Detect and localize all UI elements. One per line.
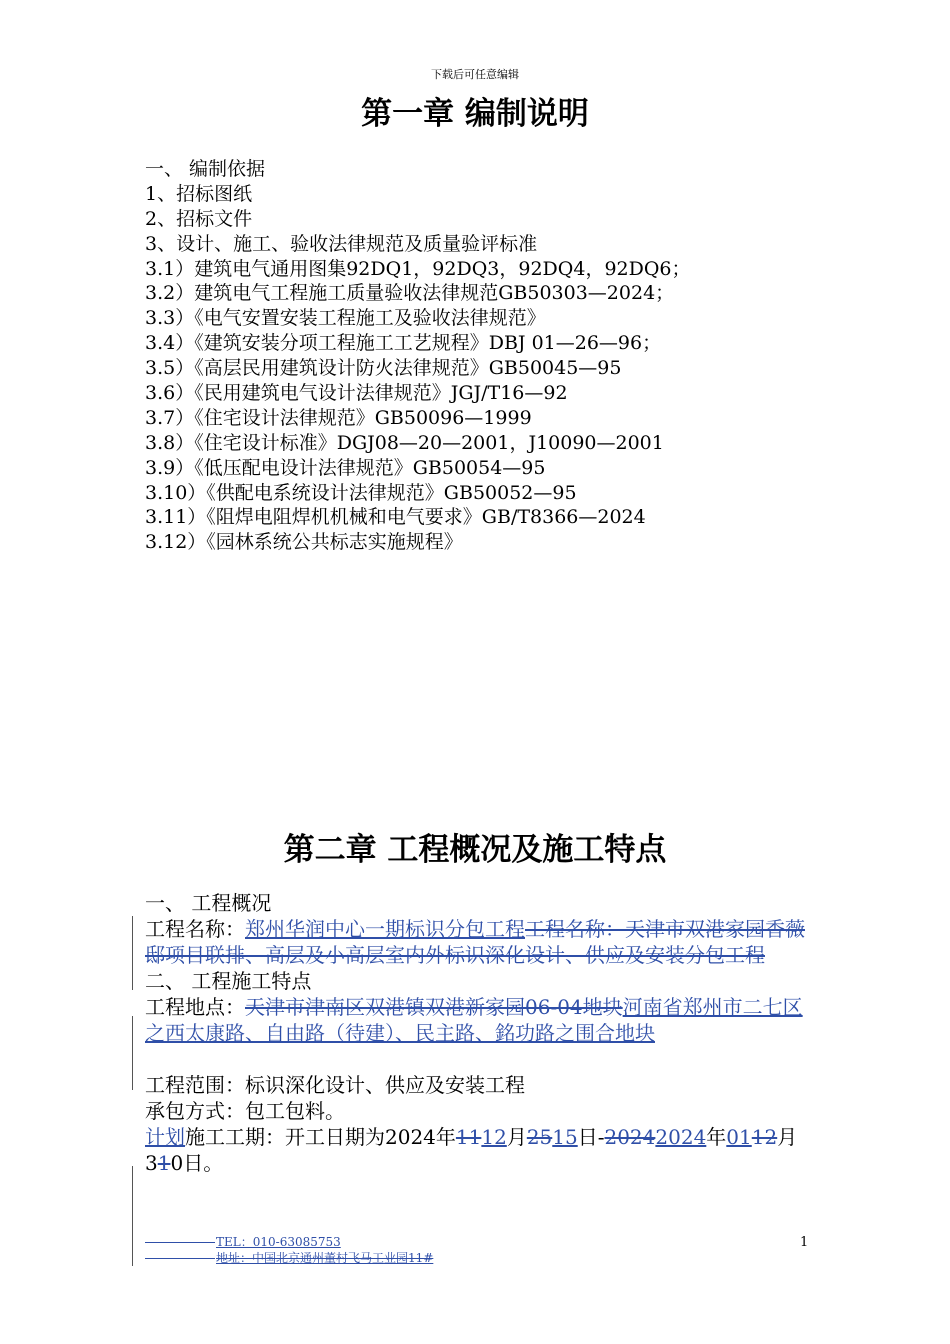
- basis-line: 2、招标文件: [145, 207, 253, 230]
- project-name-label: 工程名称：: [145, 917, 245, 941]
- page-footer: [145, 1234, 433, 1266]
- project-name-line: [145, 916, 810, 968]
- period-text: 年: [706, 1125, 727, 1149]
- revision-bar: [132, 1166, 133, 1266]
- blank-line: [145, 1046, 810, 1072]
- overview-heading: 一、 工程概况: [145, 891, 272, 915]
- basis-line: 3.12）《园林系统公共标志实施规程》: [145, 531, 463, 554]
- footer-rule: [145, 1258, 215, 1259]
- period-text: 3: [145, 1151, 158, 1175]
- tracked-insertion: 15: [552, 1125, 578, 1149]
- chapter2-title: 第二章 工程概况及施工特点: [283, 832, 667, 868]
- tracked-deletion: 11: [455, 1125, 482, 1149]
- chapter1-title: 第一章 编制说明: [361, 96, 589, 132]
- contract-mode-line: 承包方式：包工包料。: [145, 1099, 345, 1123]
- basis-line: 3.4）《建筑安装分项工程施工工艺规程》DBJ 01—26—96；: [145, 332, 662, 355]
- basis-line: 3.10）《供配电系统设计法律规范》GB50052—95: [145, 481, 577, 504]
- basis-line: 3.5）《高层民用建筑设计防火法律规范》GB50045—95: [145, 357, 622, 380]
- period-text: 施工工期：开工日期为2024年: [185, 1125, 456, 1149]
- basis-line: 3.6）《民用建筑电气设计法律规范》JGJ/T16—92: [145, 382, 568, 405]
- period-text: 日-: [577, 1125, 605, 1149]
- basis-line: 3.9）《低压配电设计法律规范》GB50054—95: [145, 456, 546, 479]
- project-overview: [145, 890, 810, 1176]
- tracked-deletion: 1: [157, 1151, 171, 1175]
- tracked-insertion: 河南省郑州市二七区之西太康路、自由路（待建）、民主路、銘功路之围合地块: [145, 995, 803, 1045]
- tracked-deletion: 12: [751, 1125, 778, 1149]
- period-text: 月: [506, 1125, 527, 1149]
- tracked-insertion: 01: [726, 1125, 752, 1149]
- page-number: 1: [800, 1235, 809, 1250]
- basis-line: 1、招标图纸: [145, 182, 253, 205]
- basis-line: 3.2）建筑电气工程施工质量验收法律规范GB50303—2024；: [145, 282, 675, 305]
- basis-line: 3.11）《阻焊电阻焊机机械和电气要求》GB/T8366—2024: [145, 506, 646, 529]
- footer-tel-line: [145, 1234, 433, 1250]
- tracked-insertion: 计划: [145, 1125, 185, 1149]
- basis-line: 3.3）《电气安置安装工程施工及验收法律规范》: [145, 307, 546, 330]
- tracked-insertion: 2024: [655, 1125, 707, 1149]
- period-text: 月: [777, 1125, 798, 1149]
- compilation-basis-list: [145, 157, 691, 555]
- revision-bar: [132, 916, 133, 990]
- tracked-insertion: 郑州华润中心一期标识分包工程: [245, 917, 525, 941]
- basis-line: 3、设计、施工、验收法律规范及质量验评标准: [145, 232, 538, 255]
- tracked-deletion: 2024: [604, 1125, 656, 1149]
- project-site-label: 工程地点：: [145, 995, 245, 1019]
- revision-bar: [132, 1016, 133, 1090]
- project-scope-line: 工程范围：标识深化设计、供应及安装工程: [145, 1073, 525, 1097]
- construction-period-line: [145, 1124, 810, 1176]
- project-site-line: [145, 994, 810, 1046]
- header-note: 下载后可任意编辑: [431, 68, 519, 81]
- basis-line: 3.7）《住宅设计法律规范》GB50096—1999: [145, 406, 532, 429]
- basis-line: 3.8）《住宅设计标准》DGJ08—20—2001，J10090—2001: [145, 431, 664, 454]
- footer-tel: TEL：010-63085753: [216, 1235, 341, 1249]
- footer-address: 地址：中国北京通州董村飞马工业园11#: [216, 1251, 434, 1265]
- footer-rule: [145, 1242, 215, 1243]
- tracked-deletion: 25: [526, 1125, 553, 1149]
- basis-line: 3.1）建筑电气通用图集92DQ1，92DQ3，92DQ4，92DQ6；: [145, 257, 691, 280]
- tracked-insertion: 12: [481, 1125, 507, 1149]
- period-text: 0日。: [170, 1151, 224, 1175]
- tracked-deletion: 天津市津南区双港镇双港新家园06-04地块: [245, 995, 623, 1019]
- features-heading: 二、 工程施工特点: [145, 969, 312, 993]
- footer-address-line: [145, 1250, 433, 1266]
- basis-line: 一、 编制依据: [145, 158, 266, 180]
- tracked-deletion: 工程名称：天津市双港家园香薇邸项目联排、高层及小高层室内外标识深化设计、供应及安装分包工程: [145, 917, 805, 967]
